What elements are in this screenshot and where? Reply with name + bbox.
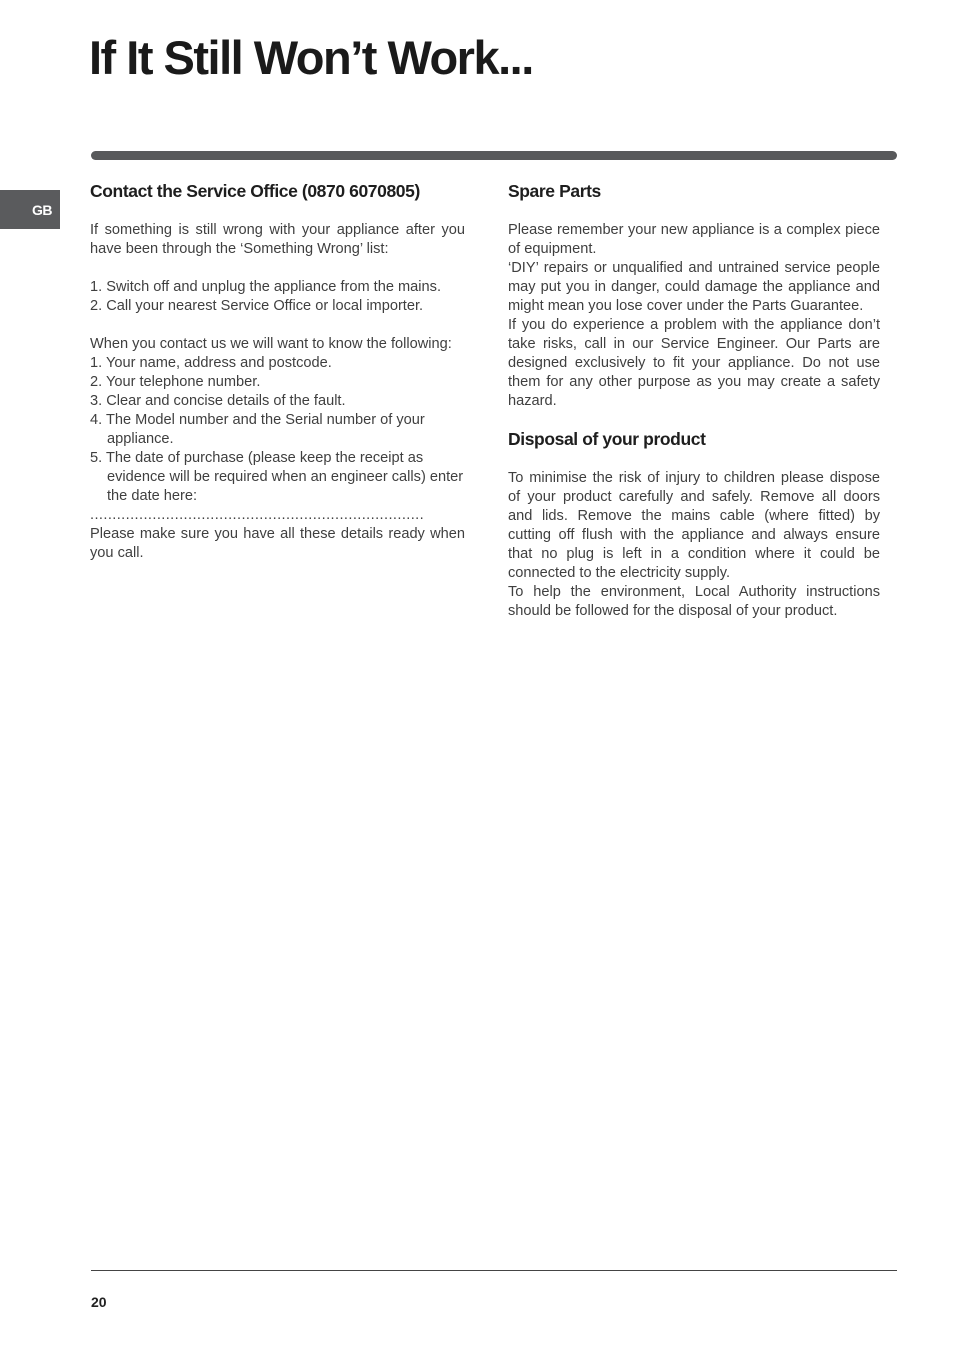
disposal-paragraph: To minimise the risk of injury to children please dispose of your product carefully and safely. Remove all doors and lids. Remove the mains cable (where fitted) by cutting off flush with the appliance and always ensure that no plug is left in a condition where it could be connected to the electricity supply.	[508, 470, 880, 581]
detail-item: 1. Your name, address and postcode.	[90, 355, 332, 371]
page-title: If It Still Won’t Work...	[89, 31, 533, 84]
contact-section	[90, 181, 465, 563]
step-item: 1. Switch off and unplug the appliance from the mains.	[90, 279, 442, 295]
contact-closing: Please make sure you have all these details ready when you call.	[90, 526, 465, 561]
page-number: 20	[91, 1294, 107, 1310]
spare-parts-heading: Spare Parts	[508, 181, 601, 201]
contact-heading: Contact the Service Office (0870 6070805)	[90, 181, 420, 201]
date-entry-line: ...........................................................................	[90, 507, 425, 523]
spare-parts-paragraph: ‘DIY’ repairs or unqualified and untrained service people may put you in danger, could damage the appliance and might mean you lose cover under the Parts Guarantee.	[508, 260, 880, 314]
contact-intro: If something is still wrong with your appliance after you have been through the ‘Something Wrong’ list:	[90, 222, 465, 257]
step-item: 2. Call your nearest Service Office or local importer.	[90, 298, 424, 314]
spare-parts-paragraph: If you do experience a problem with the appliance don’t take risks, call in our Service Engineer. Our Parts are designed exclusively to fit your appliance. Do not use them for any other purpose as you may create a safety hazard.	[508, 317, 880, 409]
footer-rule	[91, 1270, 897, 1271]
detail-item: 2. Your telephone number.	[90, 374, 261, 390]
header-rule	[91, 151, 897, 160]
contact-know-intro: When you contact us we will want to know the following:	[90, 336, 452, 352]
spare-parts-paragraph: Please remember your new appliance is a complex piece of equipment.	[508, 222, 880, 257]
language-tab: GB	[0, 190, 60, 229]
detail-item: 4. The Model number and the Serial number of your appliance.	[90, 412, 425, 447]
disposal-paragraph: To help the environment, Local Authority instructions should be followed for the disposal of your product.	[508, 584, 880, 619]
detail-item: 5. The date of purchase (please keep the receipt as evidence will be required when an engineer calls) enter the date here:	[90, 450, 464, 504]
disposal-heading: Disposal of your product	[508, 429, 706, 449]
right-column	[508, 181, 880, 621]
detail-item: 3. Clear and concise details of the fault.	[90, 393, 346, 409]
